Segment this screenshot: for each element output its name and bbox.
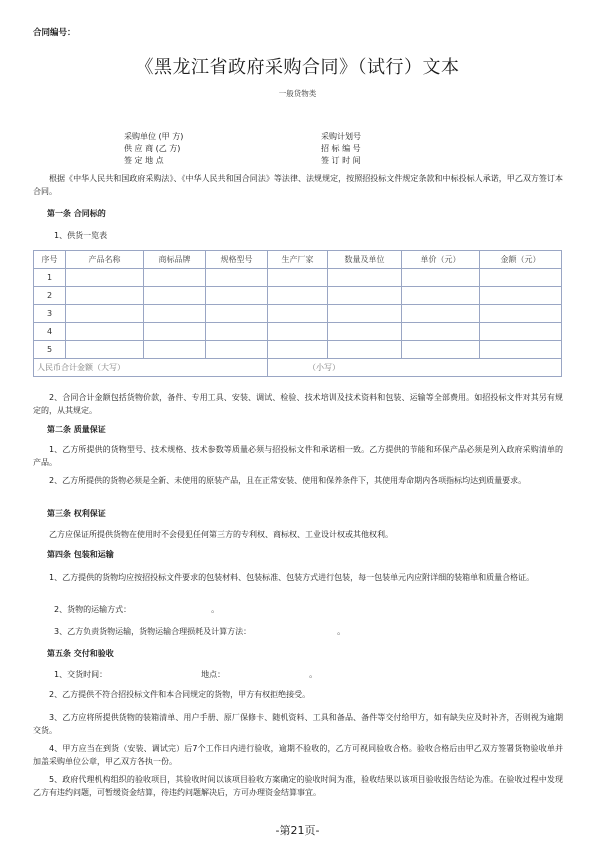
article-5-item-3: 3、乙方应将所提供货物的装箱清单、用户手册、原厂保修卡、随机资料、工具和备品、备件等交付给甲方，如有缺失应及时补齐，否则视为逾期交货。 <box>33 713 563 735</box>
table-cell[interactable] <box>268 287 328 305</box>
document-subtitle: 一般货物类 <box>278 89 317 98</box>
plan-number-label: 采购计划号 <box>321 132 361 141</box>
intro-paragraph: 根据《中华人民共和国政府采购法》、《中华人民共和国合同法》等法律、法规规定，按照招投标文件规定条款和中标投标人承诺，甲乙双方签订本合同。 <box>33 174 563 196</box>
table-cell[interactable] <box>402 269 480 287</box>
table-cell[interactable] <box>402 287 480 305</box>
goods-table <box>33 250 562 377</box>
article-5-item-1 <box>54 669 317 680</box>
row-number: 5 <box>34 341 66 359</box>
column-header: 序号 <box>34 251 66 269</box>
article-4-heading: 第四条 包装和运输 <box>47 550 114 559</box>
article-4-item-3 <box>54 626 345 637</box>
transport-loss-label: 3、乙方负责货物运输，货物运输合理损耗及计算方法： <box>54 627 252 636</box>
article-5-item-2: 2、乙方提供不符合招投标文件和本合同规定的货物，甲方有权拒绝接受。 <box>49 690 311 699</box>
article-1-item-1: 1、供货一览表 <box>54 231 108 240</box>
table-cell[interactable] <box>66 269 144 287</box>
page-number: -第21页- <box>275 824 320 837</box>
table-cell[interactable] <box>402 305 480 323</box>
table-cell[interactable] <box>402 323 480 341</box>
article-5-item-4: 4、甲方应当在到货（安装、调试完）后7个工作日内进行验收，逾期不验收的，乙方可视同验收合格。验收合格后由甲乙双方签署货物验收单并加盖采购单位公章，甲乙双方各执一份。 <box>33 744 563 766</box>
article-4-item-1: 1、乙方提供的货物均应按招投标文件要求的包装材料、包装标准、包装方式进行包装，每一包装单元内应附详细的装箱单和质量合格证。 <box>49 573 535 582</box>
table-cell[interactable] <box>144 323 206 341</box>
table-cell[interactable] <box>480 323 562 341</box>
article-3-heading: 第三条 权利保证 <box>47 509 106 518</box>
table-row <box>34 269 562 287</box>
article-2-item-2: 2、乙方所提供的货物必须是全新、未使用的原装产品，且在正常安装、使用和保养条件下，其使用寿命期内各项指标均达到质量要求。 <box>49 476 527 485</box>
table-cell[interactable] <box>328 323 402 341</box>
table-cell[interactable] <box>328 341 402 359</box>
column-header: 单价（元） <box>402 251 480 269</box>
table-cell[interactable] <box>66 287 144 305</box>
document-title: 《黑龙江省政府采购合同》（试行）文本 <box>135 57 460 78</box>
table-cell[interactable] <box>66 323 144 341</box>
article-4-item-2 <box>54 604 219 615</box>
article-5-item-5: 5、政府代理机构组织的验收项目，其验收时间以该项目验收方案确定的验收时间为准，验收结果以该项目验收报告结论为准。在验收过程中发现乙方有违约问题，可暂缓资金结算，待违约问题解决后，方可办理资金结算事宜。 <box>33 775 563 797</box>
column-header: 生产厂家 <box>268 251 328 269</box>
table-cell[interactable] <box>66 341 144 359</box>
table-cell[interactable] <box>144 341 206 359</box>
table-cell[interactable] <box>268 269 328 287</box>
table-cell[interactable] <box>206 323 268 341</box>
supplier-label: 供 应 商 (乙 方) <box>124 144 181 153</box>
table-cell[interactable] <box>144 287 206 305</box>
table-row <box>34 323 562 341</box>
period: 。 <box>211 605 220 614</box>
delivery-time-label: 1、交货时间： <box>54 670 108 679</box>
row-number: 3 <box>34 305 66 323</box>
row-number: 4 <box>34 323 66 341</box>
table-cell[interactable] <box>328 269 402 287</box>
table-header-row <box>34 251 562 269</box>
row-number: 1 <box>34 269 66 287</box>
table-cell[interactable] <box>402 341 480 359</box>
article-1-item-2: 2、合同合计金额包括货物价款，备件、专用工具、安装、调试、检验、技术培训及技术资料和包装、运输等全部费用。如招投标文件对其另有规定的，从其规定。 <box>33 393 563 415</box>
table-cell[interactable] <box>268 323 328 341</box>
article-3-text: 乙方应保证所提供货物在使用时不会侵犯任何第三方的专利权、商标权、工业设计权或其他权利。 <box>49 530 393 539</box>
table-cell[interactable] <box>480 269 562 287</box>
table-row <box>34 341 562 359</box>
table-cell[interactable] <box>206 341 268 359</box>
table-cell[interactable] <box>206 287 268 305</box>
total-row <box>34 359 562 377</box>
article-2-item-1: 1、乙方所提供的货物型号、技术规格、技术参数等质量必须与招投标文件和承诺相一致。乙方提供的节能和环保产品必须是列入政府采购清单的产品。 <box>33 445 563 467</box>
table-cell[interactable] <box>144 269 206 287</box>
sign-date-label: 签 订 时 间 <box>321 156 361 165</box>
table-cell[interactable] <box>144 305 206 323</box>
article-2-heading: 第二条 质量保证 <box>47 425 106 434</box>
table-cell[interactable] <box>480 341 562 359</box>
table-cell[interactable] <box>268 305 328 323</box>
contract-number-label: 合同编号： <box>33 28 76 38</box>
article-1-heading: 第一条 合同标的 <box>47 209 106 218</box>
table-cell[interactable] <box>328 287 402 305</box>
sign-place-label: 签 定 地 点 <box>124 156 164 165</box>
total-amount-uppercase-label: 人民币合计金额（大写） <box>34 359 268 377</box>
period: 。 <box>337 627 346 636</box>
delivery-place-label: 地点： <box>201 670 226 679</box>
column-header: 商标品牌 <box>144 251 206 269</box>
table-cell[interactable] <box>268 341 328 359</box>
table-row <box>34 305 562 323</box>
article-5-heading: 第五条 交付和验收 <box>47 649 114 658</box>
period: 。 <box>309 670 318 679</box>
table-cell[interactable] <box>480 305 562 323</box>
table-cell[interactable] <box>206 269 268 287</box>
bid-number-label: 招 标 编 号 <box>321 144 361 153</box>
buyer-label: 采购单位 (甲 方) <box>124 132 184 141</box>
transport-method-label: 2、货物的运输方式： <box>54 605 132 614</box>
table-cell[interactable] <box>66 305 144 323</box>
table-cell[interactable] <box>206 305 268 323</box>
total-amount-lowercase-label: （小写） <box>268 359 562 377</box>
column-header: 金额（元） <box>480 251 562 269</box>
table-row <box>34 287 562 305</box>
column-header: 规格型号 <box>206 251 268 269</box>
table-cell[interactable] <box>328 305 402 323</box>
table-cell[interactable] <box>480 287 562 305</box>
row-number: 2 <box>34 287 66 305</box>
column-header: 产品名称 <box>66 251 144 269</box>
column-header: 数量及单位 <box>328 251 402 269</box>
